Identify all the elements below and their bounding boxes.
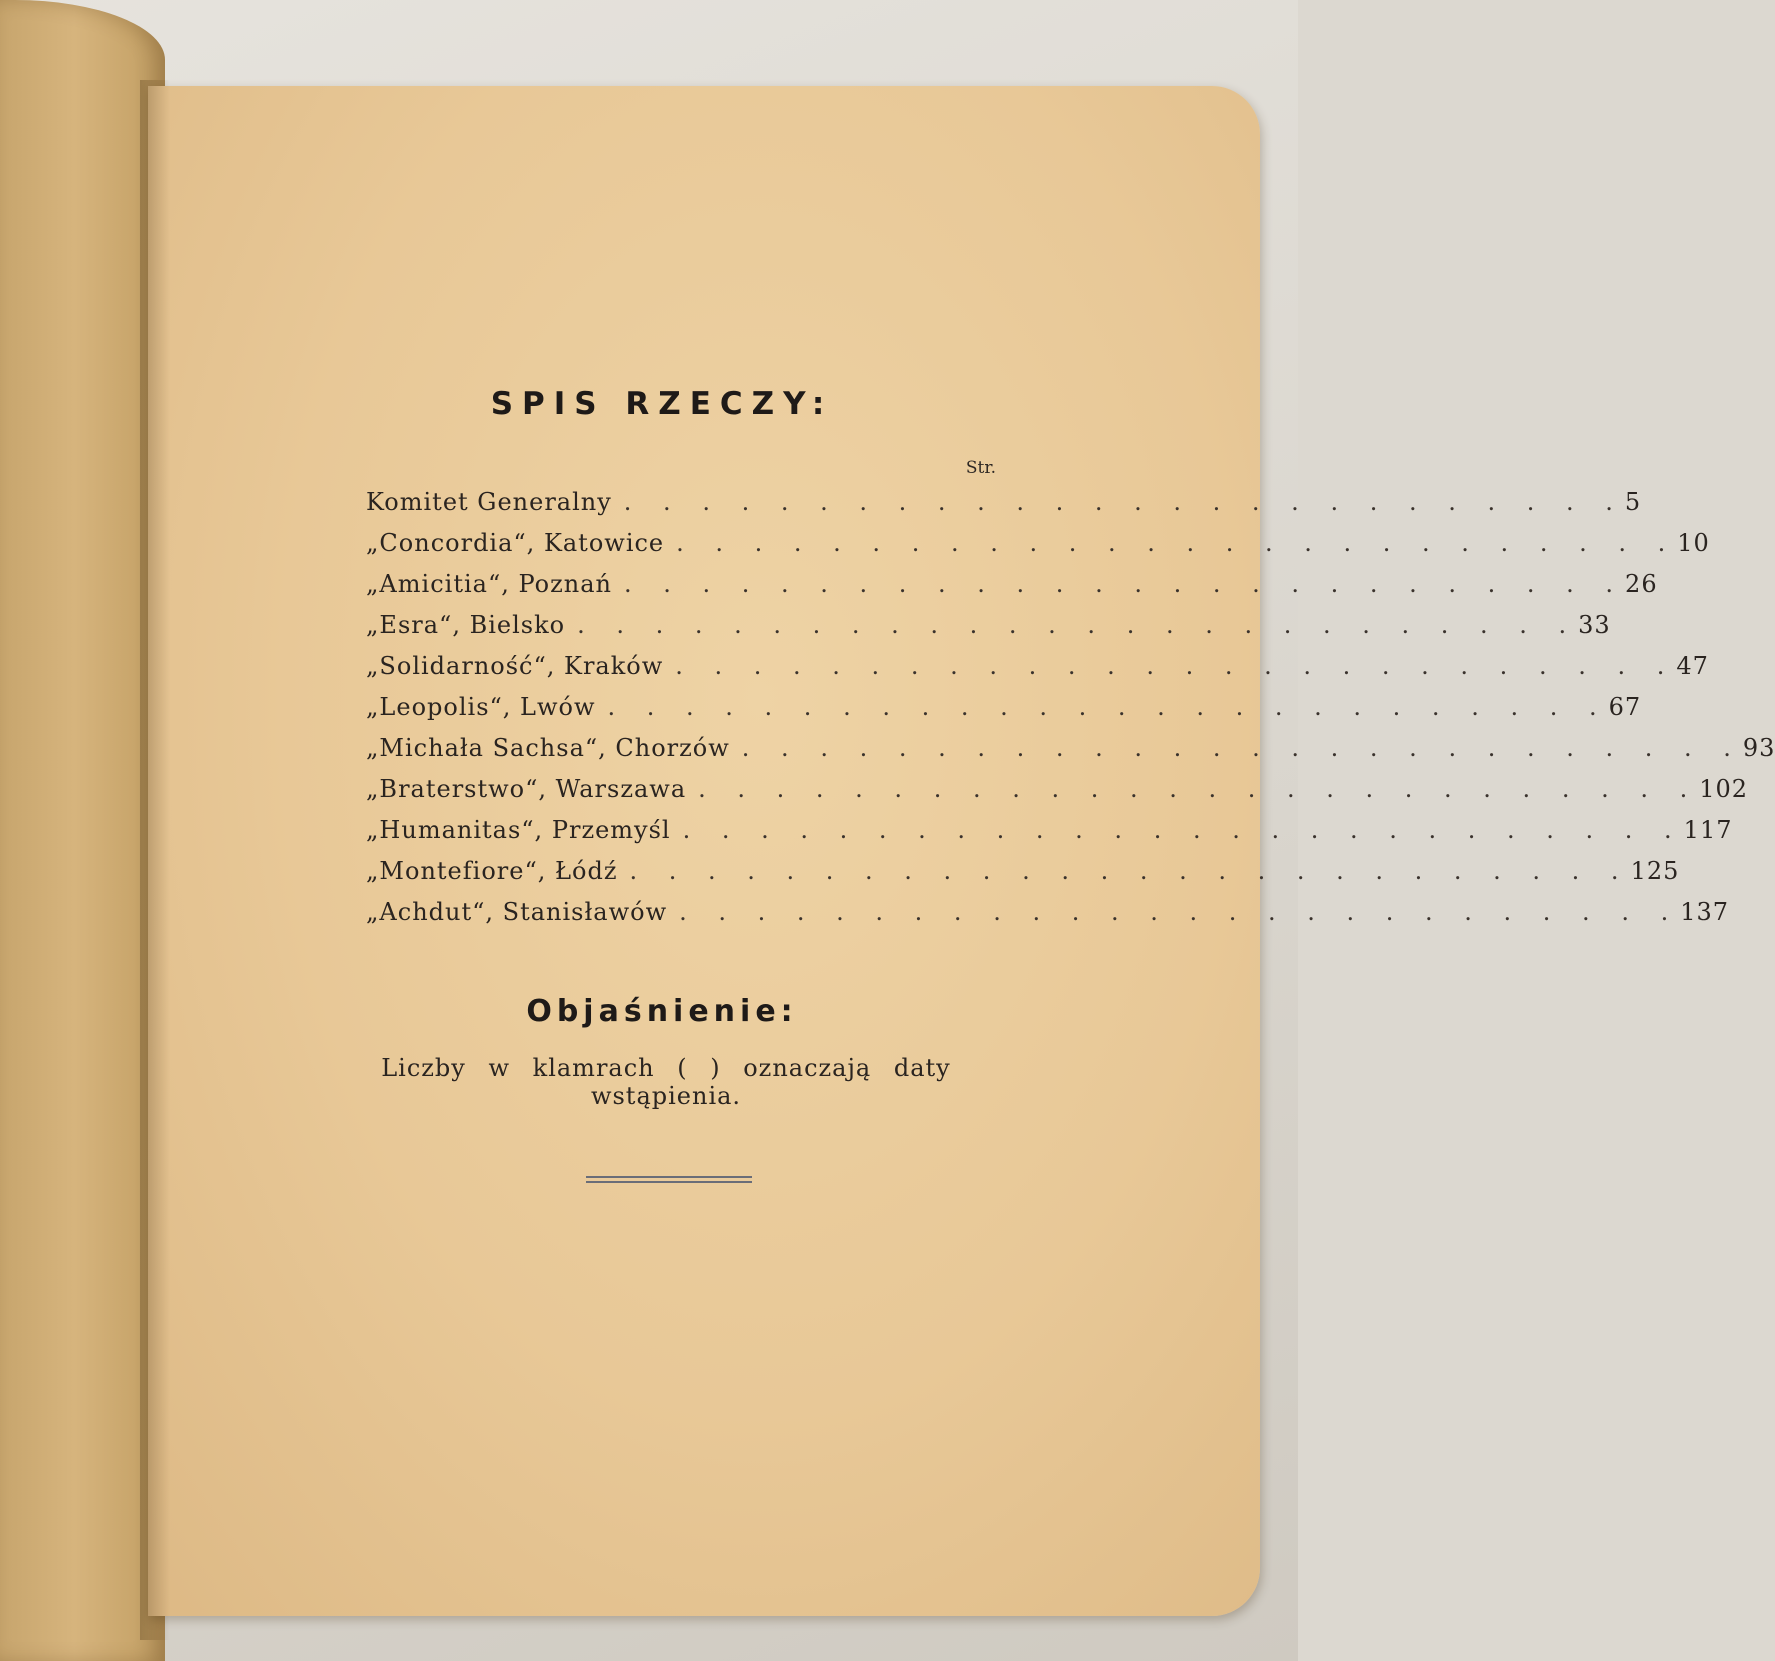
toc-entry [366, 529, 1710, 570]
toc-entry-title: Komitet Generalny [366, 488, 612, 516]
page-title: SPIS RZECZY: [490, 386, 834, 422]
table-of-contents [366, 488, 1775, 939]
toc-entry-page: 47 [1676, 652, 1709, 680]
booklet-page [148, 86, 1775, 1616]
explanation-heading: Objaśnienie: [526, 994, 798, 1029]
dot-leader: . . . . . . . . . . . . . . . . . . . . . . . . . . [623, 570, 1626, 598]
dot-leader: . . . . . . . . . . . . . . . . . . . . . . . . . . [623, 488, 1625, 516]
dot-leader: . . . . . . . . . . . . . . . . . . . . . . . . . . [629, 857, 1631, 885]
dot-leader: . . . . . . . . . . . . . . . . . . . . . . . . . . [679, 898, 1681, 926]
toc-entry [366, 857, 1680, 898]
page-column-header: Str. [965, 458, 996, 478]
toc-entry-page: 5 [1624, 488, 1642, 516]
toc-entry-title: „Amicitia“, Poznań [366, 570, 612, 598]
toc-entry-title: „Humanitas“, Przemyśl [366, 816, 671, 844]
toc-entry [366, 734, 1775, 775]
dot-leader: . . . . . . . . . . . . . . . . . . . . . . . . . . [676, 529, 1678, 557]
dot-leader: . . . . . . . . . . . . . . . . . . . . . . . . . . [741, 734, 1743, 762]
toc-entry-page: 137 [1680, 898, 1730, 926]
toc-entry [366, 570, 1658, 611]
toc-entry-page: 26 [1625, 570, 1658, 598]
toc-entry [366, 816, 1733, 857]
explanation-text: Liczby w klamrach ( ) oznaczają daty wstąpienia. [381, 1054, 951, 1110]
dot-leader: . . . . . . . . . . . . . . . . . . . . . . . . . . [675, 652, 1677, 680]
gutter-shadow [140, 80, 170, 1640]
toc-entry-title: „Esra“, Bielsko [366, 611, 566, 639]
toc-entry-page: 93 [1742, 734, 1775, 762]
toc-entry-title: „Michała Sachsa“, Chorzów [366, 734, 730, 762]
toc-entry-title: „Concordia“, Katowice [366, 529, 665, 557]
toc-entry-title: „Solidarność“, Kraków [366, 652, 664, 680]
toc-entry-title: „Braterstwo“, Warszawa [366, 775, 687, 803]
double-rule-divider [586, 1176, 752, 1183]
toc-entry-page: 117 [1683, 816, 1733, 844]
dot-leader: . . . . . . . . . . . . . . . . . . . . . . . . . . [682, 816, 1684, 844]
toc-entry [366, 652, 1709, 693]
toc-entry [366, 775, 1749, 816]
dot-leader: . . . . . . . . . . . . . . . . . . . . . . . . . . [577, 611, 1579, 639]
toc-entry-page: 33 [1578, 611, 1611, 639]
dot-leader: . . . . . . . . . . . . . . . . . . . . . . . . . . [698, 775, 1700, 803]
toc-entry-page: 102 [1699, 775, 1749, 803]
toc-entry [366, 611, 1611, 652]
toc-entry-title: „Achdut“, Stanisławów [366, 898, 668, 926]
toc-entry-page: 10 [1677, 529, 1710, 557]
page-content [148, 86, 1775, 1616]
toc-entry [366, 898, 1730, 939]
toc-entry [366, 488, 1642, 529]
toc-entry-title: „Leopolis“, Lwów [366, 693, 596, 721]
toc-entry-page: 125 [1630, 857, 1680, 885]
toc-entry-page: 67 [1608, 693, 1642, 721]
toc-entry-title: „Montefiore“, Łódź [366, 857, 618, 885]
toc-entry [366, 693, 1642, 734]
dot-leader: . . . . . . . . . . . . . . . . . . . . . . . . . . [607, 693, 1609, 721]
